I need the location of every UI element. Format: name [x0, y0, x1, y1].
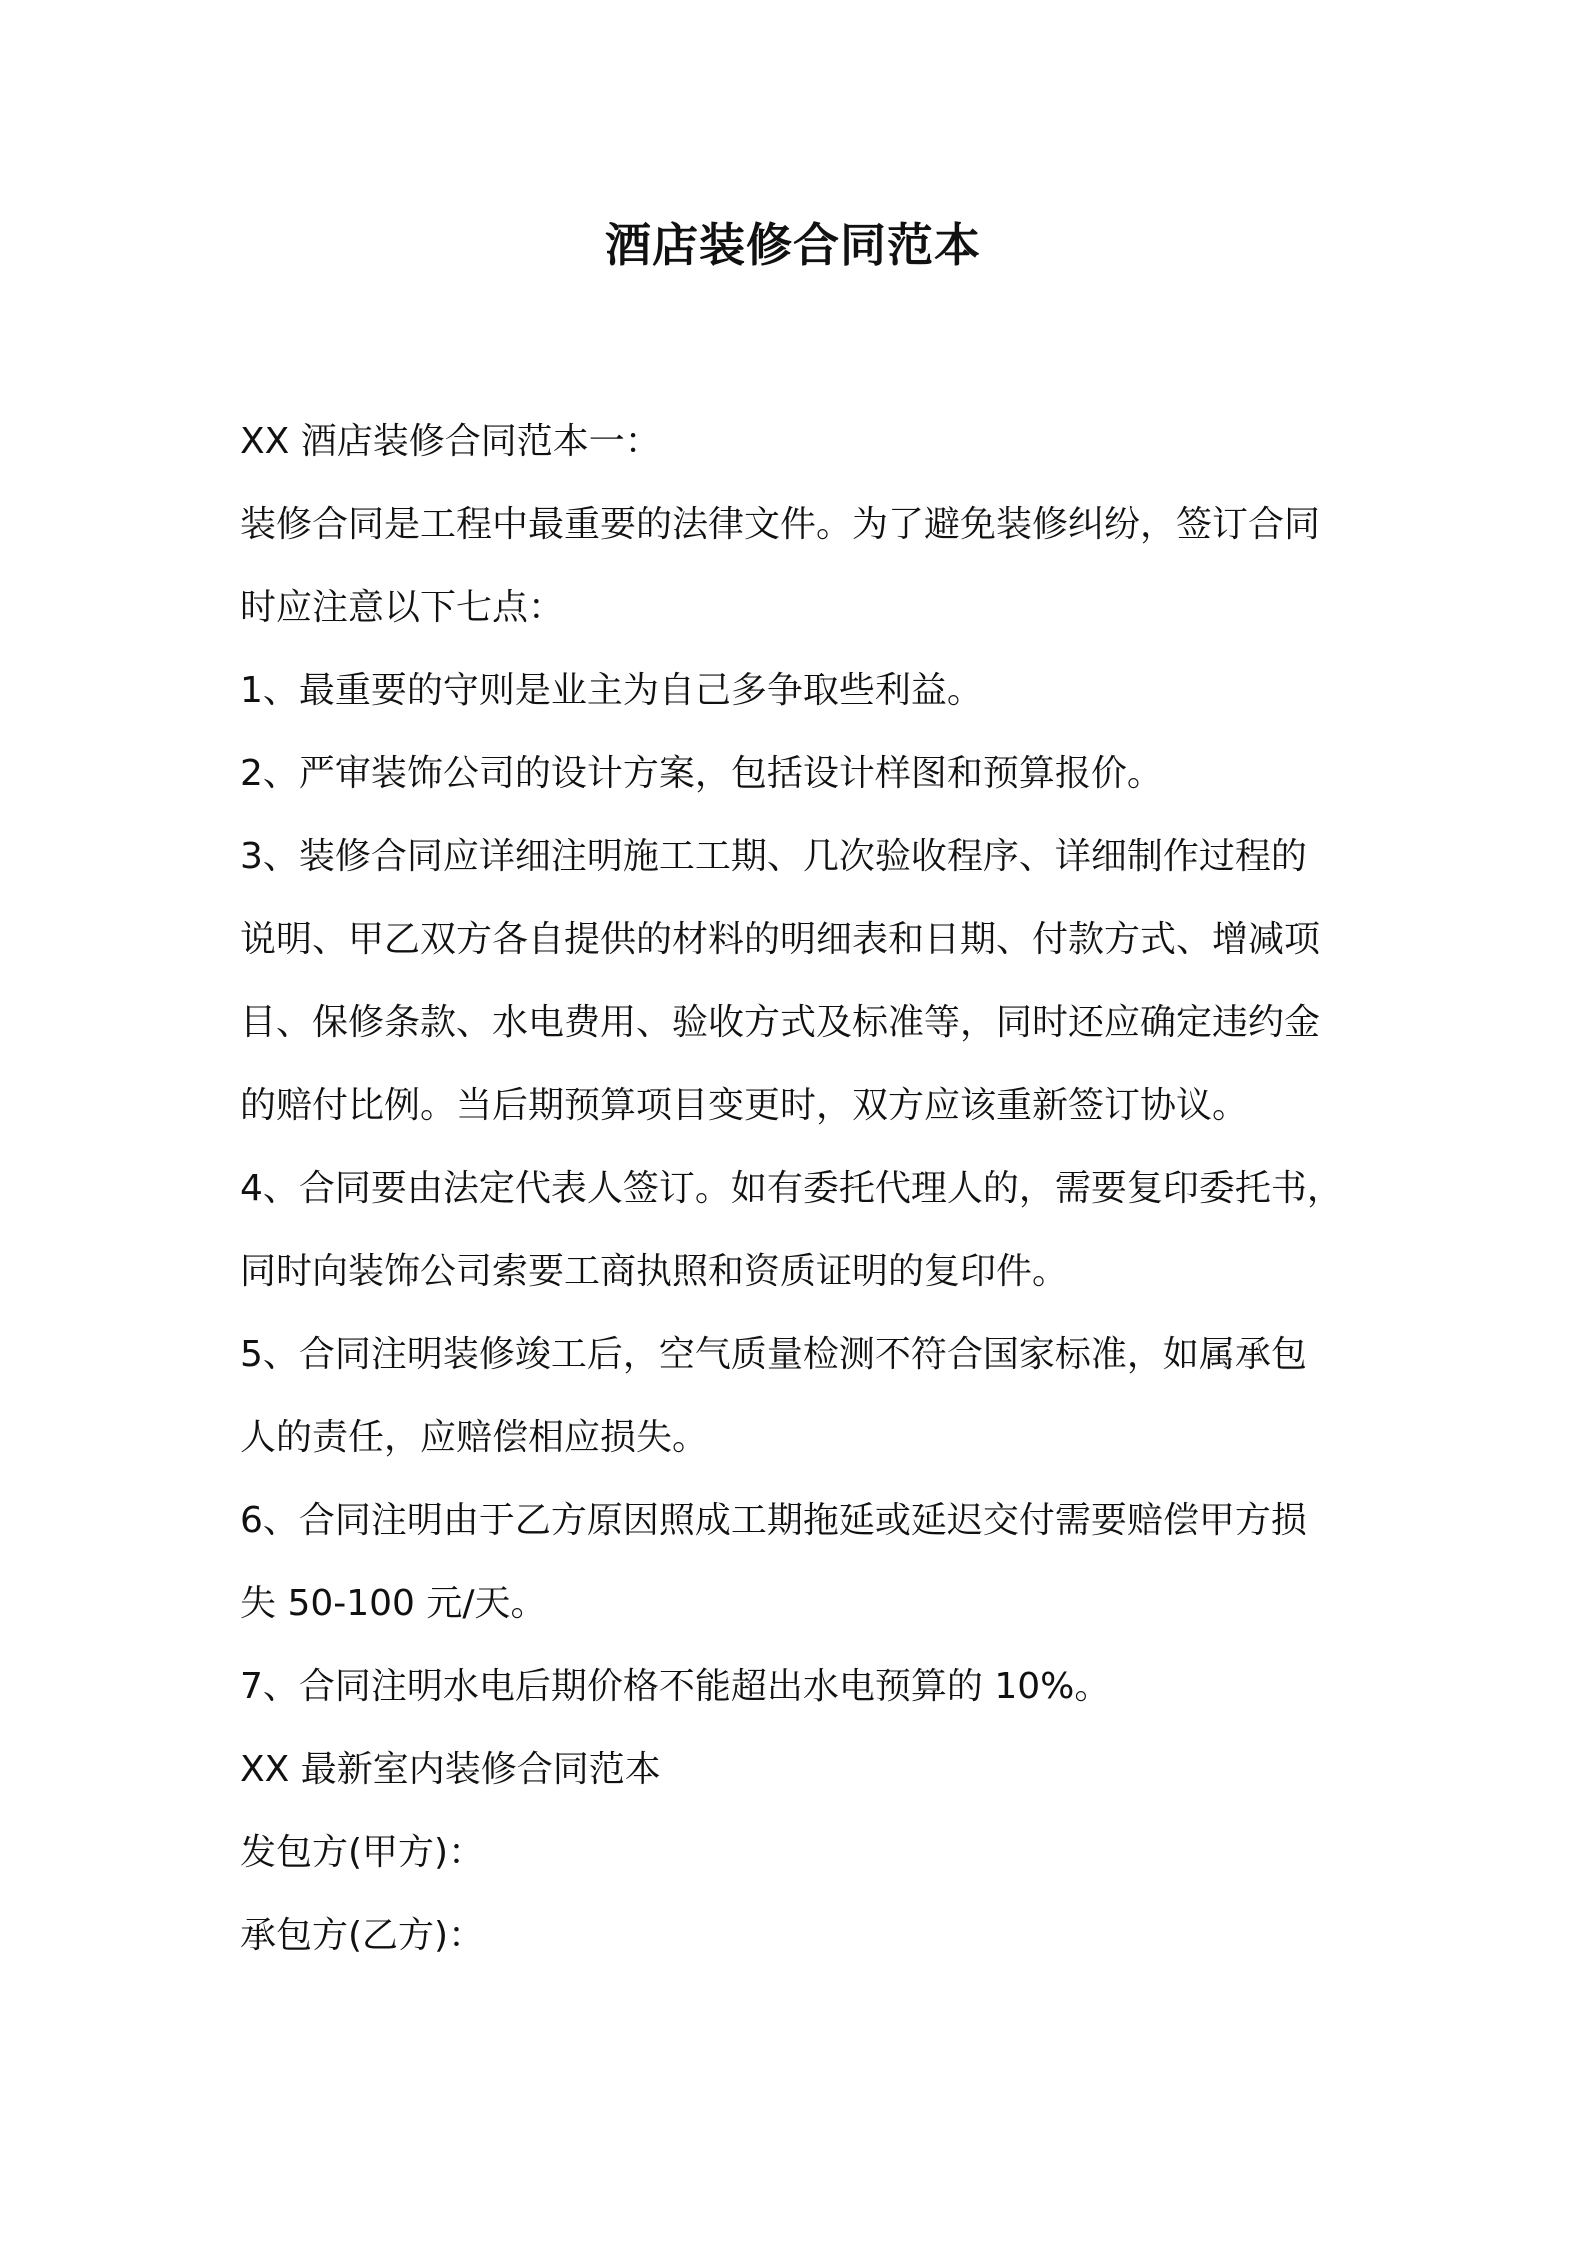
section-heading: XX 酒店装修合同范本一：	[240, 421, 661, 462]
point-7: 7、合同注明水电后期价格不能超出水电预算的 10%。	[240, 1666, 1111, 1707]
intro-line: 装修合同是工程中最重要的法律文件。为了避免装修纠纷，签订合同	[240, 504, 1321, 545]
point-1: 1、最重要的守则是业主为自己多争取些利益。	[240, 670, 983, 711]
party-a-field: 发包方(甲方)：	[240, 1832, 485, 1873]
point-3: 3、装修合同应详细注明施工工期、几次验收程序、详细制作过程的	[240, 836, 1307, 877]
intro-line: 时应注意以下七点：	[240, 587, 565, 628]
point-3-continued: 说明、甲乙双方各自提供的材料的明细表和日期、付款方式、增减项	[240, 919, 1321, 960]
document-body	[240, 400, 1370, 1977]
point-4-continued: 同时向装饰公司索要工商执照和资质证明的复印件。	[240, 1251, 1069, 1292]
section-heading: XX 最新室内装修合同范本	[240, 1749, 661, 1790]
point-2: 2、严审装饰公司的设计方案，包括设计样图和预算报价。	[240, 753, 1163, 794]
point-5-continued: 人的责任，应赔偿相应损失。	[240, 1417, 709, 1458]
point-5: 5、合同注明装修竣工后，空气质量检测不符合国家标准，如属承包	[240, 1334, 1307, 1375]
party-b-field: 承包方(乙方)：	[240, 1915, 485, 1956]
point-4: 4、合同要由法定代表人签订。如有委托代理人的，需要复印委托书，	[240, 1168, 1343, 1209]
document-title: 酒店装修合同范本	[605, 218, 981, 272]
point-3-continued: 的赔付比例。当后期预算项目变更时，双方应该重新签订协议。	[240, 1085, 1249, 1126]
point-3-continued: 目、保修条款、水电费用、验收方式及标准等，同时还应确定违约金	[240, 1002, 1321, 1043]
point-6-continued: 失 50-100 元/天。	[240, 1583, 547, 1624]
point-6: 6、合同注明由于乙方原因照成工期拖延或延迟交付需要赔偿甲方损	[240, 1500, 1307, 1541]
